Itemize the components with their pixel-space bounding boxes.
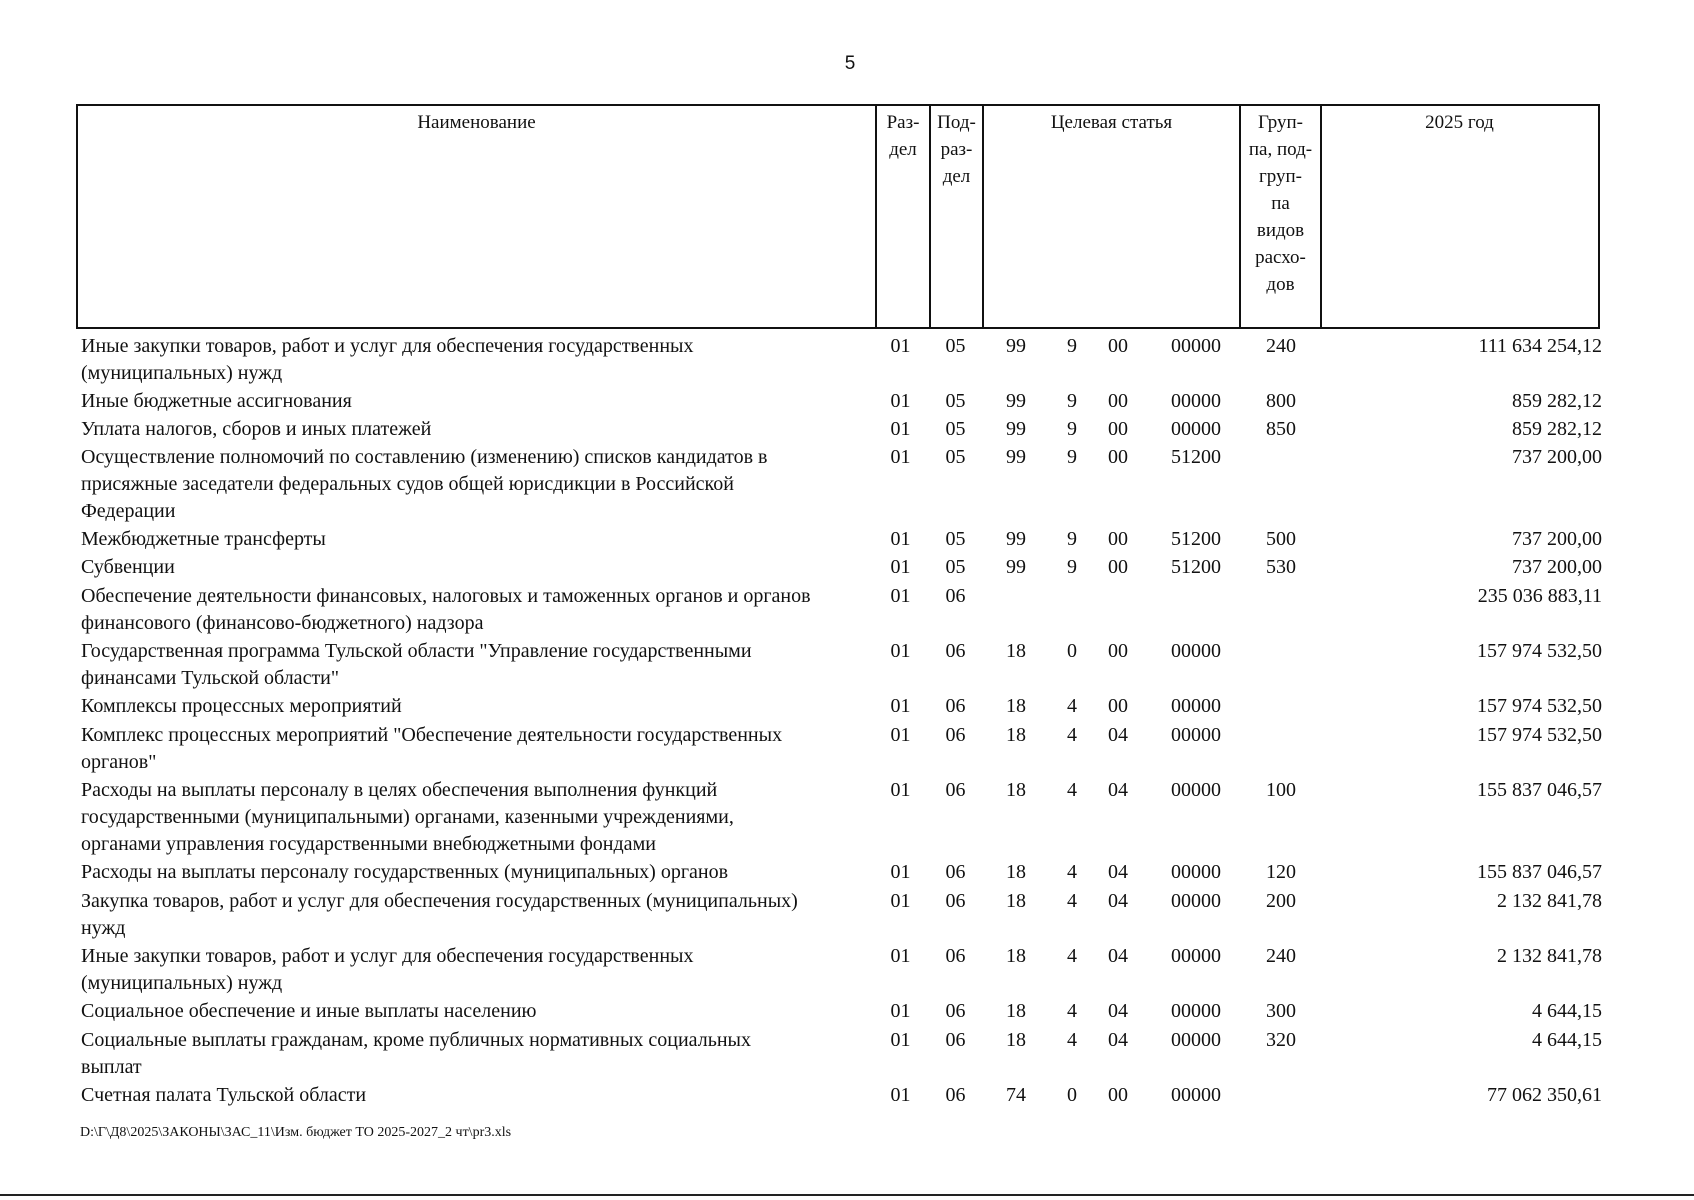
cell-target-subprogram: 9 [1067, 446, 1077, 468]
cell-name-line: Государственная программа Тульской области "Управление государственными [81, 640, 752, 662]
cell-name-line: Субвенции [81, 556, 175, 578]
cell-name-line: Иные закупки товаров, работ и услуг для обеспечения государственных [81, 945, 694, 967]
table-row [76, 859, 1602, 886]
cell-name [81, 1082, 871, 1109]
cell-amount-2025: 2 132 841,78 [1497, 945, 1602, 967]
cell-name-line: Федерации [81, 500, 176, 522]
cell-name [81, 554, 871, 581]
cell-name [81, 638, 871, 692]
cell-target-element: 04 [1108, 945, 1128, 967]
cell-name-line: Расходы на выплаты персоналу в целях обеспечения выполнения функций [81, 779, 718, 801]
cell-amount-2025: 77 062 350,61 [1487, 1084, 1602, 1106]
cell-target-program: 18 [1006, 724, 1026, 746]
cell-name-line: финансами Тульской области" [81, 667, 340, 689]
cell-target-element: 00 [1108, 390, 1128, 412]
header-name [78, 106, 875, 327]
cell-name-line: Социальные выплаты гражданам, кроме публичных нормативных социальных [81, 1029, 751, 1051]
cell-target-element: 00 [1108, 446, 1128, 468]
page-bottom-rule [0, 1194, 1694, 1196]
cell-amount-2025: 737 200,00 [1512, 446, 1602, 468]
table-header [76, 104, 1600, 329]
cell-target-direction: 00000 [1171, 945, 1221, 967]
cell-target-direction: 00000 [1171, 724, 1221, 746]
cell-target-subprogram: 4 [1067, 861, 1077, 883]
table-row [76, 1027, 1602, 1081]
table-row [76, 583, 1602, 637]
cell-target-program: 99 [1006, 556, 1026, 578]
header-expense-group [1239, 106, 1320, 327]
table-row [76, 777, 1602, 858]
cell-amount-2025: 737 200,00 [1512, 556, 1602, 578]
cell-target-element: 00 [1108, 418, 1128, 440]
cell-target-subprogram: 4 [1067, 1029, 1077, 1051]
cell-amount-2025: 737 200,00 [1512, 528, 1602, 550]
cell-name [81, 777, 871, 858]
cell-name [81, 859, 871, 886]
cell-target-subprogram: 9 [1067, 556, 1077, 578]
cell-name-line: органами управления государственными внебюджетными фондами [81, 833, 656, 855]
cell-section: 01 [890, 418, 911, 440]
cell-section: 01 [890, 528, 911, 550]
cell-target-direction: 51200 [1171, 446, 1221, 468]
cell-target-element: 00 [1108, 1084, 1128, 1106]
header-line: Раз- [886, 112, 920, 133]
cell-target-direction: 00000 [1171, 779, 1221, 801]
table-row [76, 388, 1602, 415]
cell-expense-group: 120 [1266, 861, 1296, 883]
cell-section: 01 [890, 335, 911, 357]
cell-amount-2025: 2 132 841,78 [1497, 890, 1602, 912]
cell-target-subprogram: 9 [1067, 335, 1077, 357]
cell-subsection: 06 [945, 695, 966, 717]
cell-section: 01 [890, 945, 911, 967]
cell-target-subprogram: 4 [1067, 724, 1077, 746]
header-section [875, 106, 929, 327]
cell-name-line: Осуществление полномочий по составлению (изменению) списков кандидатов в [81, 446, 768, 468]
cell-target-element: 00 [1108, 695, 1128, 717]
cell-amount-2025: 155 837 046,57 [1477, 861, 1602, 883]
cell-section: 01 [890, 695, 911, 717]
header-line: дел [942, 166, 971, 187]
cell-expense-group: 320 [1266, 1029, 1296, 1051]
cell-target-program: 99 [1006, 390, 1026, 412]
cell-subsection: 06 [945, 1084, 966, 1106]
cell-name [81, 722, 871, 776]
cell-target-program: 18 [1006, 1029, 1026, 1051]
cell-name [81, 1027, 871, 1081]
cell-amount-2025: 157 974 532,50 [1477, 695, 1602, 717]
header-line: дов [1266, 274, 1295, 295]
cell-name-line: (муниципальных) нужд [81, 362, 283, 384]
cell-subsection: 06 [945, 779, 966, 801]
cell-target-direction: 00000 [1171, 1029, 1221, 1051]
cell-target-subprogram: 9 [1067, 390, 1077, 412]
cell-name-line: (муниципальных) нужд [81, 972, 283, 994]
cell-target-direction: 00000 [1171, 335, 1221, 357]
cell-name-line: присяжные заседатели федеральных судов общей юрисдикции в Российской [81, 473, 734, 495]
header-line: 2025 год [1425, 112, 1494, 133]
cell-target-direction: 00000 [1171, 695, 1221, 717]
cell-name-line: Расходы на выплаты персоналу государственных (муниципальных) органов [81, 861, 729, 883]
cell-name [81, 583, 871, 637]
cell-section: 01 [890, 1084, 911, 1106]
cell-target-subprogram: 9 [1067, 528, 1077, 550]
cell-name-line: Иные закупки товаров, работ и услуг для обеспечения государственных [81, 335, 694, 357]
header-line: Наименование [417, 112, 536, 133]
cell-target-program: 18 [1006, 861, 1026, 883]
cell-name-line: Комплексы процессных мероприятий [81, 695, 402, 717]
cell-subsection: 05 [945, 556, 966, 578]
cell-name [81, 416, 871, 443]
cell-name [81, 693, 871, 720]
cell-target-element: 04 [1108, 724, 1128, 746]
cell-subsection: 05 [945, 335, 966, 357]
cell-target-direction: 00000 [1171, 1084, 1221, 1106]
cell-section: 01 [890, 724, 911, 746]
cell-target-program: 18 [1006, 945, 1026, 967]
cell-amount-2025: 859 282,12 [1512, 390, 1602, 412]
cell-target-subprogram: 4 [1067, 945, 1077, 967]
cell-name [81, 943, 871, 997]
header-year [1320, 106, 1597, 327]
cell-target-subprogram: 4 [1067, 779, 1077, 801]
cell-target-subprogram: 4 [1067, 695, 1077, 717]
cell-section: 01 [890, 640, 911, 662]
header-line: раз- [940, 139, 973, 160]
table-row [76, 526, 1602, 553]
cell-name-line: нужд [81, 917, 126, 939]
cell-name-line: Счетная палата Тульской области [81, 1084, 367, 1106]
table-row [76, 888, 1602, 942]
header-line: груп- [1258, 166, 1303, 187]
header-line: видов [1256, 220, 1305, 241]
cell-target-subprogram: 9 [1067, 418, 1077, 440]
cell-amount-2025: 4 644,15 [1532, 1000, 1602, 1022]
cell-target-program: 74 [1006, 1084, 1026, 1106]
cell-name [81, 444, 871, 525]
cell-target-element: 00 [1108, 528, 1128, 550]
cell-name [81, 998, 871, 1025]
header-line: Под- [937, 112, 976, 133]
cell-subsection: 06 [945, 724, 966, 746]
cell-subsection: 05 [945, 528, 966, 550]
cell-section: 01 [890, 1029, 911, 1051]
cell-section: 01 [890, 779, 911, 801]
cell-target-direction: 00000 [1171, 418, 1221, 440]
cell-target-direction: 51200 [1171, 556, 1221, 578]
file-path-footer: D:\Г\Д8\2025\ЗАКОНЫ\ЗАС_11\Изм. бюджет ТО 2025-2027_2 чт\pr3.xls [80, 1125, 512, 1140]
cell-expense-group: 500 [1266, 528, 1296, 550]
cell-subsection: 06 [945, 1029, 966, 1051]
header-line: па [1271, 193, 1290, 214]
cell-expense-group: 800 [1266, 390, 1296, 412]
cell-target-program: 99 [1006, 418, 1026, 440]
cell-amount-2025: 111 634 254,12 [1478, 335, 1602, 357]
cell-amount-2025: 157 974 532,50 [1477, 640, 1602, 662]
cell-section: 01 [890, 861, 911, 883]
cell-name-line: государственными (муниципальными) органами, казенными учреждениями, [81, 806, 734, 828]
cell-name [81, 333, 871, 387]
cell-target-program: 99 [1006, 335, 1026, 357]
cell-subsection: 06 [945, 890, 966, 912]
cell-target-program: 99 [1006, 528, 1026, 550]
cell-subsection: 06 [945, 585, 966, 607]
cell-name-line: Обеспечение деятельности финансовых, налоговых и таможенных органов и органов [81, 585, 811, 607]
table-row [76, 554, 1602, 581]
header-line: па, под- [1248, 139, 1313, 160]
cell-amount-2025: 157 974 532,50 [1477, 724, 1602, 746]
table-row [76, 722, 1602, 776]
cell-target-element: 04 [1108, 1029, 1128, 1051]
cell-expense-group: 240 [1266, 335, 1296, 357]
table-row [76, 638, 1602, 692]
cell-expense-group: 200 [1266, 890, 1296, 912]
table-row [76, 943, 1602, 997]
cell-target-element: 00 [1108, 640, 1128, 662]
cell-target-direction: 00000 [1171, 640, 1221, 662]
cell-target-direction: 00000 [1171, 861, 1221, 883]
cell-subsection: 06 [945, 640, 966, 662]
cell-target-subprogram: 4 [1067, 890, 1077, 912]
cell-name-line: финансового (финансово-бюджетного) надзора [81, 612, 484, 634]
table-row [76, 998, 1602, 1025]
cell-subsection: 05 [945, 446, 966, 468]
cell-target-subprogram: 0 [1067, 1084, 1077, 1106]
cell-expense-group: 300 [1266, 1000, 1296, 1022]
cell-target-element: 04 [1108, 1000, 1128, 1022]
cell-section: 01 [890, 446, 911, 468]
table-row [76, 444, 1602, 525]
table-body [76, 333, 1602, 1109]
header-subsection [929, 106, 982, 327]
cell-target-program: 18 [1006, 779, 1026, 801]
cell-expense-group: 240 [1266, 945, 1296, 967]
page-number: 5 [844, 53, 856, 74]
cell-expense-group: 850 [1266, 418, 1296, 440]
header-line: дел [889, 139, 917, 160]
cell-target-element: 00 [1108, 335, 1128, 357]
cell-section: 01 [890, 585, 911, 607]
cell-name-line: выплат [81, 1056, 142, 1078]
cell-name [81, 388, 871, 415]
cell-name [81, 526, 871, 553]
table-row [76, 693, 1602, 720]
cell-name-line: Комплекс процессных мероприятий "Обеспечение деятельности государственных [81, 724, 783, 746]
cell-amount-2025: 155 837 046,57 [1477, 779, 1602, 801]
table-row [76, 416, 1602, 443]
cell-target-direction: 00000 [1171, 890, 1221, 912]
cell-target-direction: 51200 [1171, 528, 1221, 550]
cell-subsection: 05 [945, 418, 966, 440]
cell-amount-2025: 859 282,12 [1512, 418, 1602, 440]
cell-name-line: Уплата налогов, сборов и иных платежей [81, 418, 432, 440]
cell-name [81, 888, 871, 942]
cell-target-element: 00 [1108, 556, 1128, 578]
cell-subsection: 05 [945, 390, 966, 412]
cell-target-direction: 00000 [1171, 1000, 1221, 1022]
cell-target-program: 18 [1006, 640, 1026, 662]
cell-target-element: 04 [1108, 779, 1128, 801]
cell-expense-group: 530 [1266, 556, 1296, 578]
cell-subsection: 06 [945, 1000, 966, 1022]
cell-target-subprogram: 4 [1067, 1000, 1077, 1022]
cell-name-line: Социальное обеспечение и иные выплаты населению [81, 1000, 537, 1022]
cell-subsection: 06 [945, 861, 966, 883]
header-line: Груп- [1257, 112, 1304, 133]
cell-section: 01 [890, 390, 911, 412]
header-line: Целевая статья [1050, 112, 1173, 133]
cell-section: 01 [890, 556, 911, 578]
cell-target-element: 04 [1108, 861, 1128, 883]
cell-section: 01 [890, 1000, 911, 1022]
cell-target-direction: 00000 [1171, 390, 1221, 412]
cell-amount-2025: 235 036 883,11 [1477, 585, 1602, 607]
header-target-article [982, 106, 1239, 327]
cell-name-line: органов" [81, 751, 157, 773]
cell-target-element: 04 [1108, 890, 1128, 912]
cell-target-program: 18 [1006, 1000, 1026, 1022]
cell-target-program: 99 [1006, 446, 1026, 468]
cell-target-subprogram: 0 [1067, 640, 1077, 662]
table-row [76, 333, 1602, 387]
cell-name-line: Межбюджетные трансферты [81, 528, 326, 550]
cell-target-program: 18 [1006, 890, 1026, 912]
cell-subsection: 06 [945, 945, 966, 967]
cell-target-program: 18 [1006, 695, 1026, 717]
cell-expense-group: 100 [1266, 779, 1296, 801]
cell-section: 01 [890, 890, 911, 912]
table-row [76, 1082, 1602, 1109]
cell-name-line: Иные бюджетные ассигнования [81, 390, 352, 412]
cell-amount-2025: 4 644,15 [1532, 1029, 1602, 1051]
cell-name-line: Закупка товаров, работ и услуг для обеспечения государственных (муниципальных) [81, 890, 798, 912]
header-line: расхо- [1255, 247, 1306, 268]
